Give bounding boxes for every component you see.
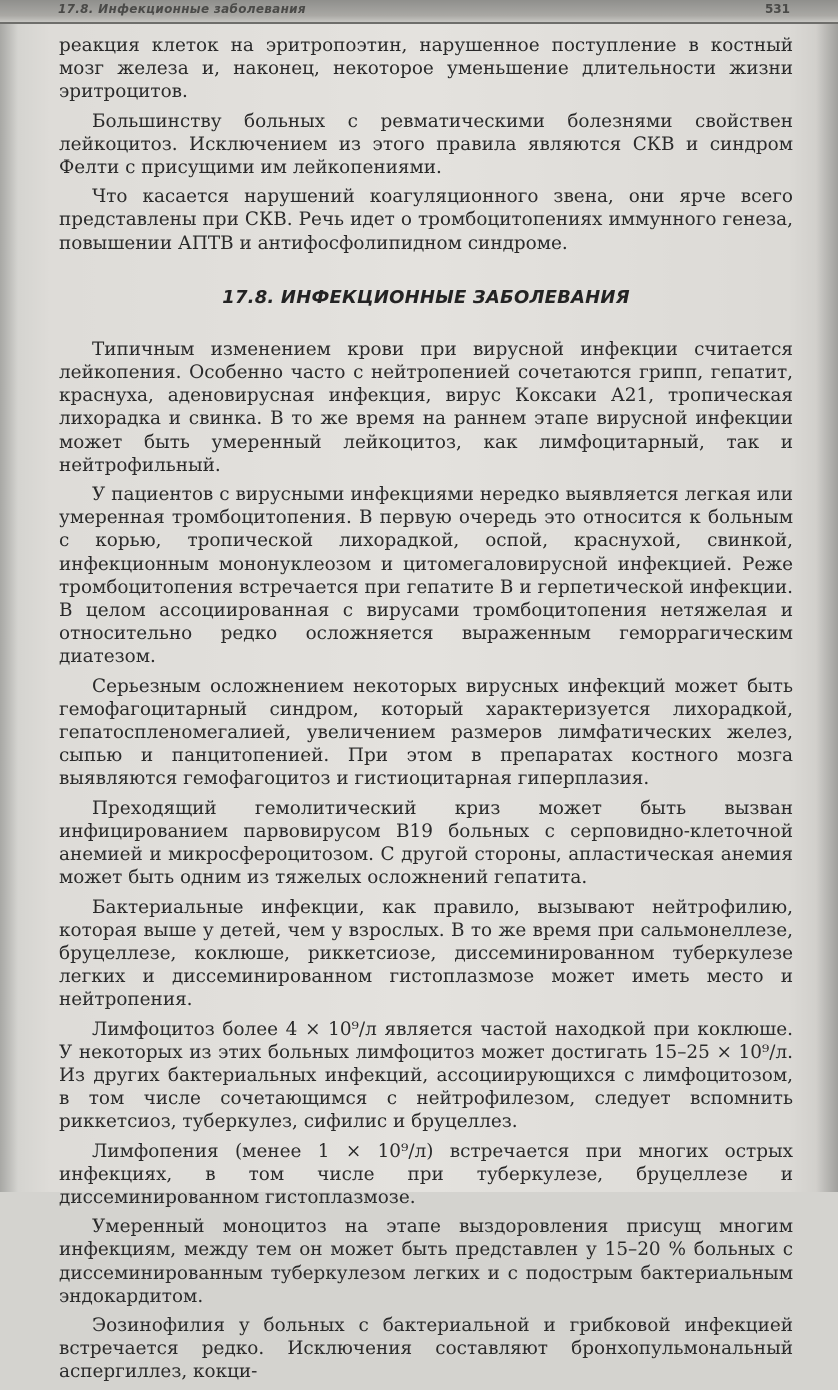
page-number: 531 [764,2,790,16]
paragraph: Преходящий гемолитический криз может быть вызван инфицированием парвовирусом В19 больных с серповидно-клеточной анемией и микросфероцитозом. С другой стороны, апластическая анемия может быть одним из тяжелых осложнений гепатита. [59,797,793,889]
paragraph: Умеренный моноцитоз на этапе выздоровления присущ многим инфекциям, между тем он может быть представлен у 15–20 % больных с диссеминированным туберкулезом легких и с подострым бактериальным эндокардитом. [59,1216,793,1307]
running-head-title: 17.8. Инфекционные заболевания [58,2,306,16]
running-head [0,0,838,24]
paragraph: Большинству больных с ревматическими болезнями свойствен лейкоцитоз. Исключением из этого правила являются СКВ и синдром Фелти с присущими им лейкопениями. [59,110,793,179]
paragraph: Бактериальные инфекции, как правило, вызывают нейтрофилию, которая выше у детей, чем у взрослых. В то же время при сальмонеллезе, бруцеллезе, коклюше, риккетсиозе, диссеминированном туберкулезе легких и диссеминированном гистоплазмозе может иметь место и нейтропения. [59,896,793,1011]
page-gutter-shadow [0,0,18,1192]
page-edge-shadow [816,0,838,1192]
paragraph: Серьезным осложнением некоторых вирусных инфекций может быть гемофагоцитарный синдром, который характеризуется лихорадкой, гепатоспленомегалией, увеличением размеров лимфатических желез, сыпью и панцитопенией. При этом в препаратах костного мозга выявляются гемофагоцитоз и гистиоцитарная гиперплазия. [59,675,793,790]
page-body [59,34,793,1390]
paragraph: Лимфопения (менее 1 × 10⁹/л) встречается при многих острых инфекциях, в том числе при туберкулезе, бруцеллезе и диссеминированном гистоплазмозе. [59,1140,793,1208]
section-heading: 17.8. ИНФЕКЦИОННЫЕ ЗАБОЛЕВАНИЯ [222,286,630,308]
paragraph: У пациентов с вирусными инфекциями нередко выявляется легкая или умеренная тромбоцитопения. В первую очередь это относится к больным с корью, тропической лихорадкой, оспой, краснухой, свинкой, инфекционным мононуклеозом и цитомегаловирусной инфекцией. Реже тромбоцитопения встречается при гепатите В и герпетической инфекции. В целом ассоциированная с вирусами тромбоцитопения нетяжелая и относительно редко осложняется выраженным геморрагическим диатезом. [59,484,793,668]
paragraph: Что касается нарушений коагуляционного звена, они ярче всего представлены при СКВ. Речь идет о тромбоцитопениях иммунного генеза, повышении АПТВ и антифосфолипидном синдроме. [59,186,793,254]
paragraph: Лимфоцитоз более 4 × 10⁹/л является частой находкой при коклюше. У некоторых из этих больных лимфоцитоз может достигать 15–25 × 10⁹/л. Из других бактериальных инфекций, ассоциирующихся с лимфоцитозом, в том числе сочетающимся с нейтрофилезом, следует вспомнить риккетсиоз, туберкулез, сифилис и бруцеллез. [59,1018,793,1133]
paragraph-truncated: Эозинофилия у больных с бактериальной и грибковой инфекцией встречается редко. Исключения составляют бронхопульмональный аспергиллез, кокци- [59,1314,793,1383]
paragraph: Типичным изменением крови при вирусной инфекции считается лейкопения. Особенно часто с нейтропенией сочетаются грипп, гепатит, краснуха, аденовирусная инфекция, вирус Коксаки А21, тропическая лихорадка и свинка. В то же время на раннем этапе вирусной инфекции может быть умеренный лейкоцитоз, как лимфоцитарный, так и нейтрофильный. [59,338,793,476]
paragraph-continued: реакция клеток на эритропоэтин, нарушенное поступление в костный мозг железа и, наконец, некоторое уменьшение длительности жизни эритроцитов. [59,35,793,103]
